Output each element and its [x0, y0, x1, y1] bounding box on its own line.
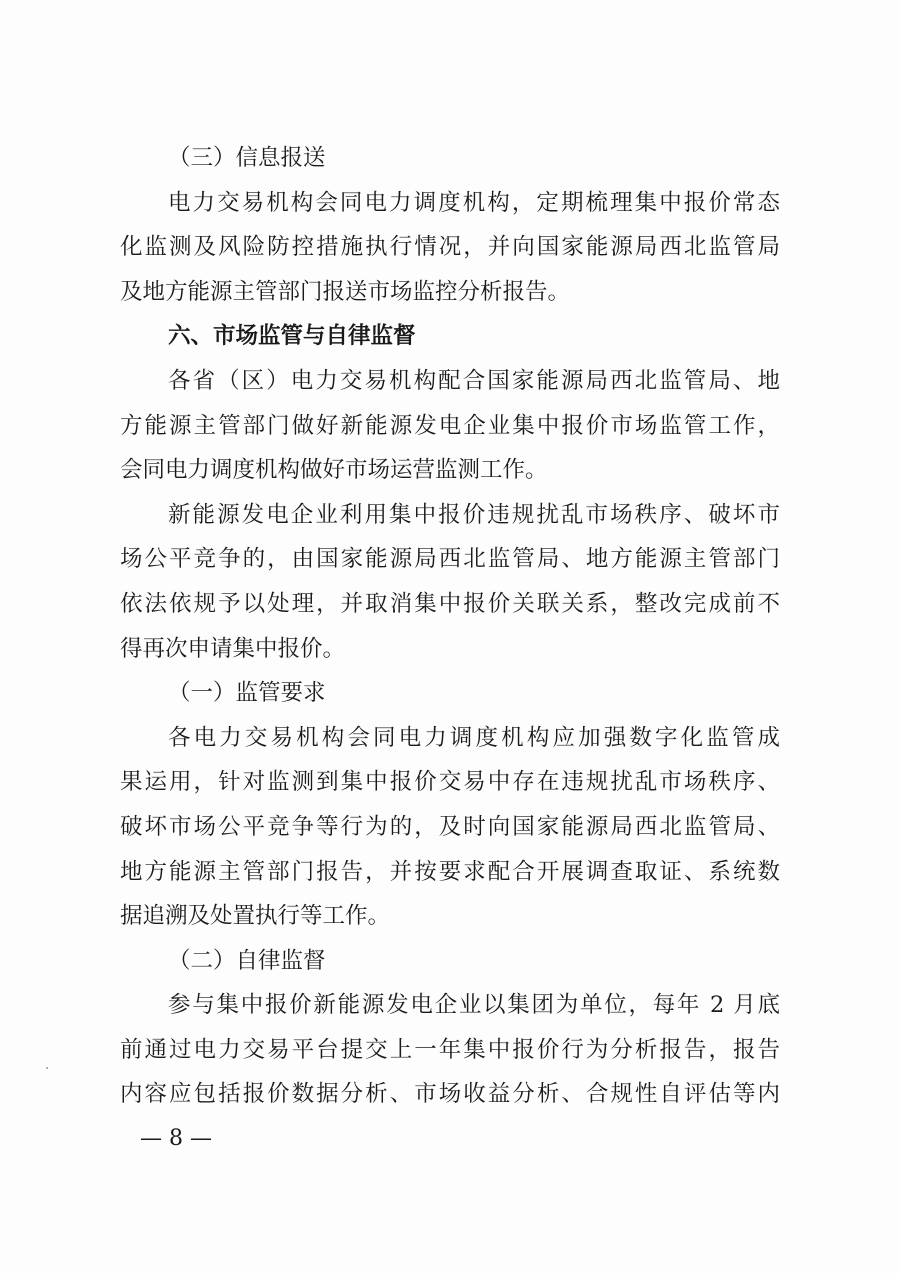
body-text-line: 方能源主管部门做好新能源发电企业集中报价市场监管工作， [120, 412, 780, 439]
subsection-heading: （一）监管要求 [168, 680, 326, 707]
body-text-line: 前通过电力交易平台提交上一年集中报价行为分析报告，报告 [120, 1036, 780, 1063]
body-text-line: 据追溯及处置执行等工作。 [120, 903, 391, 930]
body-text-line: 参与集中报价新能源发电企业以集团为单位，每年 2 月底 [168, 992, 780, 1019]
body-text-line: 地方能源主管部门报告，并按要求配合开展调查取证、系统数 [120, 858, 780, 885]
body-text-line: 场公平竞争的，由国家能源局西北监管局、地方能源主管部门 [120, 546, 780, 573]
page-number: — 8 — [140, 1126, 212, 1151]
body-text-line: 会同电力调度机构做好市场运营监测工作。 [120, 457, 548, 484]
body-text-line: 各省（区）电力交易机构配合国家能源局西北监管局、地 [168, 367, 780, 394]
body-text-line: 各电力交易机构会同电力调度机构应加强数字化监管成 [168, 724, 780, 751]
body-text-line: 电力交易机构会同电力调度机构，定期梳理集中报价常态 [168, 189, 780, 216]
body-text-line: 破坏市场公平竞争等行为的，及时向国家能源局西北监管局、 [120, 813, 780, 840]
subsection-heading: （三）信息报送 [168, 145, 326, 171]
section-heading: 六、市场监管与自律监督 [168, 323, 416, 350]
scan-speck [46, 1067, 48, 1069]
body-text-line: 内容应包括报价数据分析、市场收益分析、合规性自评估等内 [120, 1081, 780, 1108]
body-text-line: 化监测及风险防控措施执行情况，并向国家能源局西北监管局 [120, 234, 780, 261]
body-text-line: 新能源发电企业利用集中报价违规扰乱市场秩序、破坏市 [168, 501, 780, 528]
body-text-line: 得再次申请集中报价。 [120, 635, 346, 662]
body-text-line: 依法依规予以处理，并取消集中报价关联关系，整改完成前不 [120, 590, 780, 617]
body-text-line: 果运用，针对监测到集中报价交易中存在违规扰乱市场秩序、 [120, 769, 780, 796]
body-text-line: 及地方能源主管部门报送市场监控分析报告。 [120, 278, 571, 305]
subsection-heading: （二）自律监督 [168, 947, 326, 974]
document-body [120, 136, 780, 1117]
